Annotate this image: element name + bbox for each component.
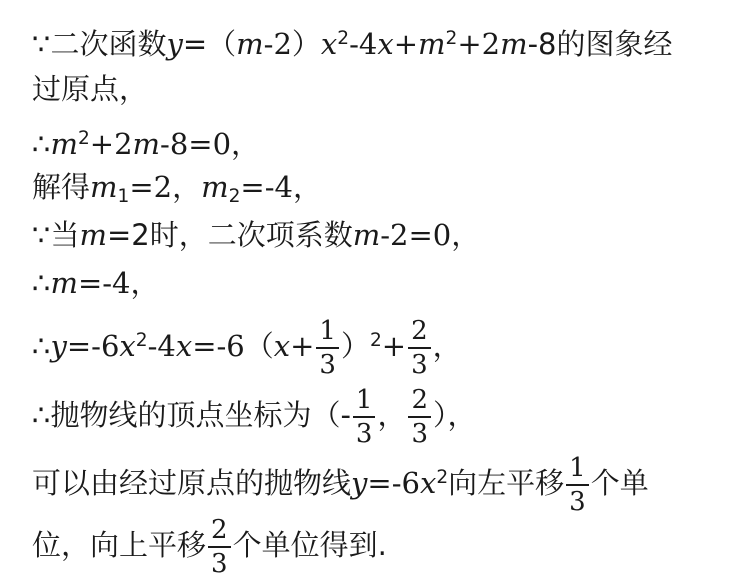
math-run: -4 <box>349 27 378 62</box>
math-run: m <box>500 27 528 62</box>
math-run: ）， <box>433 398 477 432</box>
line-4 <box>32 170 322 207</box>
text-run: ∴ <box>32 266 51 300</box>
fraction <box>408 318 431 378</box>
fraction <box>316 318 339 378</box>
math-run: m <box>50 266 78 300</box>
text-run: ∵当 <box>32 218 80 252</box>
line-5 <box>32 218 480 252</box>
text-run: 过原点， <box>32 72 149 106</box>
superscript: 2 <box>337 28 350 49</box>
math-run: ） <box>340 329 370 363</box>
math-run: -4 <box>147 329 176 363</box>
math-run: m <box>236 27 264 62</box>
math-run: m <box>352 218 381 252</box>
subscript: 1 <box>117 185 130 207</box>
fraction-numerator: 1 <box>316 318 339 349</box>
fraction-denominator: 3 <box>569 487 586 517</box>
fraction-numerator: 1 <box>353 387 376 418</box>
line-9 <box>32 453 649 517</box>
fraction-denominator: 3 <box>319 350 336 380</box>
superscript: 2 <box>77 128 90 149</box>
math-run: -2） <box>263 27 321 62</box>
math-run: =-4， <box>77 266 160 300</box>
text-run: 个单位得到. <box>232 528 387 562</box>
math-run: + <box>290 329 315 363</box>
math-run: ， <box>377 398 407 432</box>
math-run: +2 <box>89 127 133 162</box>
math-run: ， <box>432 329 462 363</box>
math-run: =-4， <box>240 170 322 204</box>
superscript: 2 <box>436 466 449 488</box>
superscript: 2 <box>445 28 458 49</box>
math-run: m <box>50 127 78 162</box>
text-run: 位，向上平移 <box>32 528 207 562</box>
superscript: 2 <box>369 329 382 351</box>
superscript: 2 <box>135 329 148 351</box>
fraction <box>408 387 431 447</box>
fraction <box>566 455 589 515</box>
math-run: m <box>90 170 118 204</box>
math-run: x <box>377 27 394 62</box>
line-2 <box>32 72 148 106</box>
math-run: y <box>351 466 368 500</box>
math-run: x <box>119 329 136 363</box>
text-run: 解得 <box>32 170 91 204</box>
math-run: m <box>418 27 446 62</box>
math-run: m <box>132 127 161 162</box>
math-run: + <box>393 27 418 62</box>
math-run: +2 <box>457 27 501 62</box>
math-run: + <box>381 329 407 363</box>
text-run: ∴ <box>32 127 51 162</box>
math-run: x <box>320 27 338 62</box>
text-run: -8的图象经 <box>527 27 673 62</box>
fraction-denominator: 3 <box>211 549 228 579</box>
math-run: y <box>50 329 67 363</box>
line-10 <box>32 515 387 579</box>
text-run: 个单 <box>590 466 649 500</box>
math-run: =-6 <box>367 466 420 500</box>
fraction-denominator: 3 <box>411 419 429 449</box>
math-run: y <box>166 27 183 62</box>
text-run: ∴抛物线的顶点坐标为（- <box>32 398 351 432</box>
line-3 <box>32 122 261 162</box>
math-run: x <box>175 329 193 363</box>
text-run: =2时，二次项系数 <box>106 218 353 252</box>
math-run: x <box>419 466 437 500</box>
math-run: x <box>273 329 291 363</box>
fraction-denominator: 3 <box>355 419 373 449</box>
fraction-numerator: 2 <box>408 387 431 418</box>
math-run: =-6（ <box>192 329 274 363</box>
math-run: =2， <box>129 170 202 204</box>
math-run: m <box>79 218 107 252</box>
fraction-numerator: 2 <box>408 318 431 349</box>
fraction-denominator: 3 <box>411 350 428 380</box>
math-run: =-6 <box>66 329 120 363</box>
fraction <box>353 387 376 447</box>
fraction-numerator: 1 <box>566 455 589 486</box>
math-run: m <box>201 170 229 204</box>
math-run: -8=0， <box>160 127 261 162</box>
text-run: ∵二次函数 <box>32 27 167 62</box>
text-run: 向左平移 <box>448 466 565 500</box>
text-run: =（ <box>182 27 237 62</box>
fraction <box>208 517 231 577</box>
line-8 <box>32 385 477 449</box>
line-7 <box>32 316 462 380</box>
text-run: 可以由经过原点的抛物线 <box>32 466 352 500</box>
fraction-numerator: 2 <box>208 517 231 548</box>
line-1 <box>32 22 673 62</box>
math-run: -2=0， <box>380 218 481 252</box>
line-6 <box>32 266 160 300</box>
subscript: 2 <box>228 185 241 207</box>
text-run: ∴ <box>32 329 51 363</box>
